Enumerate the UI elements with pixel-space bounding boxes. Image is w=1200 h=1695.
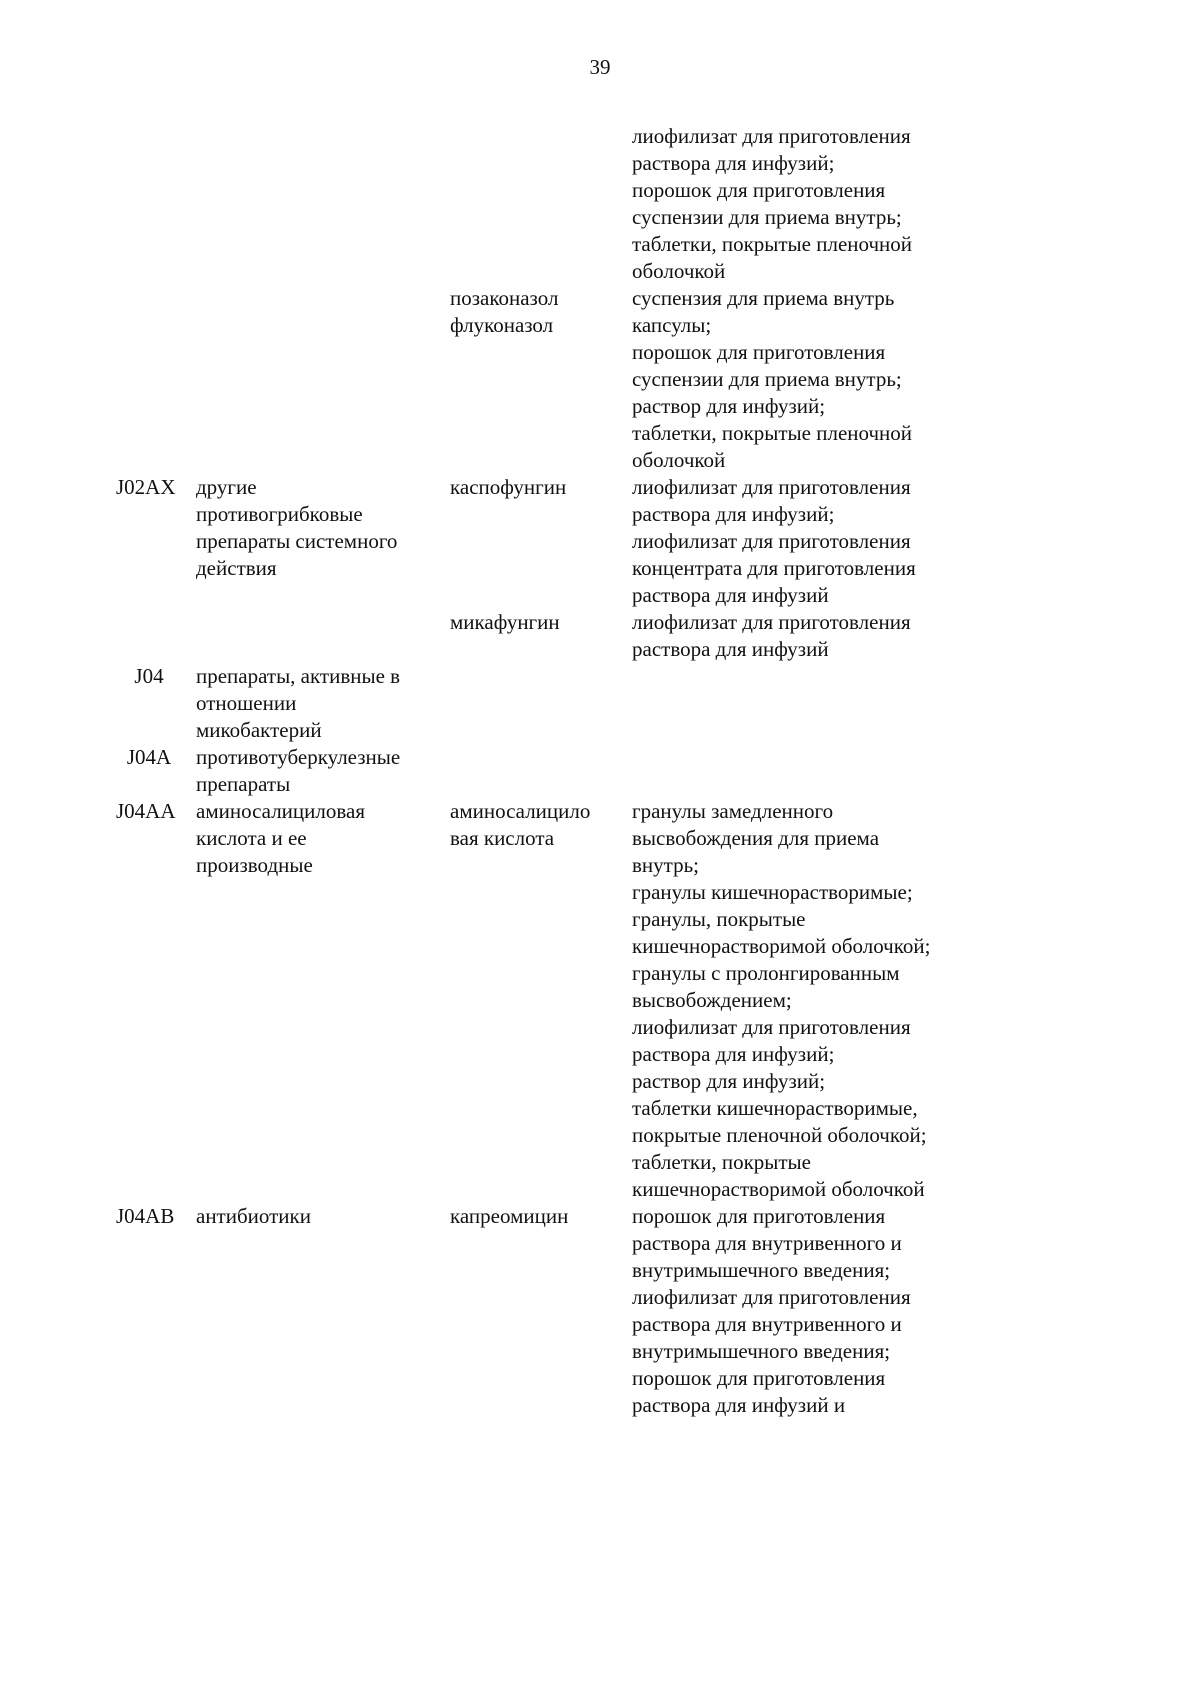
drug-name-line: микафунгин bbox=[450, 610, 560, 634]
dosage-form-line: порошок для приготовления bbox=[632, 340, 886, 364]
dosage-form-line: гранулы кишечнорастворимые; bbox=[632, 880, 913, 904]
atc-code-cell bbox=[110, 663, 196, 744]
dosage-form-line: раствора для инфузий и bbox=[632, 1393, 846, 1417]
atc-code-cell bbox=[110, 312, 196, 474]
dosage-form-cell bbox=[632, 798, 992, 1203]
atc-group-cell bbox=[196, 312, 450, 474]
dosage-form-line: гранулы, покрытые bbox=[632, 907, 806, 931]
dosage-form-cell bbox=[632, 474, 992, 609]
atc-group-line: действия bbox=[196, 556, 277, 580]
dosage-form-line: внутримышечного введения; bbox=[632, 1258, 891, 1282]
atc-group-line: производные bbox=[196, 853, 313, 877]
drug-name-line: каспофунгин bbox=[450, 475, 567, 499]
dosage-form-line: раствор для инфузий; bbox=[632, 394, 826, 418]
dosage-form-line: капсулы; bbox=[632, 313, 712, 337]
drug-name-cell bbox=[450, 663, 632, 744]
dosage-form-line: кишечнорастворимой оболочкой bbox=[632, 1177, 925, 1201]
dosage-form-cell bbox=[632, 312, 992, 474]
table-body bbox=[110, 123, 992, 1419]
atc-group-line: аминосалициловая bbox=[196, 799, 365, 823]
drug-name-cell bbox=[450, 123, 632, 285]
atc-code-line: J04AB bbox=[116, 1204, 175, 1228]
drug-name-line: флуконазол bbox=[450, 313, 554, 337]
atc-group-cell bbox=[196, 744, 450, 798]
dosage-form-line: оболочкой bbox=[632, 448, 726, 472]
table-row bbox=[110, 744, 992, 798]
dosage-form-line: суспензии для приема внутрь; bbox=[632, 205, 902, 229]
dosage-form-line: раствора для внутривенного и bbox=[632, 1312, 902, 1336]
atc-group-line: отношении bbox=[196, 691, 297, 715]
dosage-form-line: раствора для инфузий; bbox=[632, 151, 835, 175]
atc-code-line: J02AX bbox=[116, 475, 176, 499]
drug-name-line: капреомицин bbox=[450, 1204, 569, 1228]
drug-name-cell bbox=[450, 1203, 632, 1419]
atc-group-line: препараты bbox=[196, 772, 291, 796]
dosage-form-line: таблетки кишечнорастворимые, bbox=[632, 1096, 918, 1120]
dosage-form-line: гранулы с пролонгированным bbox=[632, 961, 900, 985]
table-row bbox=[110, 663, 992, 744]
dosage-form-cell bbox=[632, 663, 992, 744]
drug-name-line: позаконазол bbox=[450, 286, 559, 310]
dosage-form-line: высвобождением; bbox=[632, 988, 792, 1012]
dosage-form-line: внутрь; bbox=[632, 853, 699, 877]
drug-table bbox=[110, 123, 992, 1419]
atc-group-cell bbox=[196, 123, 450, 285]
dosage-form-line: таблетки, покрытые bbox=[632, 1150, 811, 1174]
table-row bbox=[110, 312, 992, 474]
atc-group-line: антибиотики bbox=[196, 1204, 311, 1228]
atc-code-cell bbox=[110, 1203, 196, 1419]
drug-name-cell bbox=[450, 798, 632, 1203]
dosage-form-line: порошок для приготовления bbox=[632, 178, 886, 202]
dosage-form-line: суспензия для приема внутрь bbox=[632, 286, 895, 310]
table-row bbox=[110, 123, 992, 285]
drug-name-cell bbox=[450, 744, 632, 798]
atc-group-cell bbox=[196, 663, 450, 744]
atc-group-line: микобактерий bbox=[196, 718, 322, 742]
atc-group-cell bbox=[196, 798, 450, 1203]
table-row bbox=[110, 609, 992, 663]
atc-code-line: J04AA bbox=[116, 799, 176, 823]
dosage-form-cell bbox=[632, 285, 992, 312]
dosage-form-line: концентрата для приготовления bbox=[632, 556, 916, 580]
dosage-form-cell bbox=[632, 1203, 992, 1419]
dosage-form-line: лиофилизат для приготовления bbox=[632, 529, 911, 553]
dosage-form-line: раствора для инфузий; bbox=[632, 1042, 835, 1066]
dosage-form-line: раствор для инфузий; bbox=[632, 1069, 826, 1093]
dosage-form-line: гранулы замедленного bbox=[632, 799, 834, 823]
atc-group-line: препараты, активные в bbox=[196, 664, 401, 688]
atc-group-cell bbox=[196, 1203, 450, 1419]
drug-name-cell bbox=[450, 312, 632, 474]
drug-name-line: вая кислота bbox=[450, 826, 555, 850]
drug-name-line: аминосалицило bbox=[450, 799, 591, 823]
dosage-form-line: раствора для инфузий bbox=[632, 583, 829, 607]
atc-code-cell bbox=[110, 609, 196, 663]
table-row bbox=[110, 285, 992, 312]
atc-group-cell bbox=[196, 285, 450, 312]
dosage-form-line: лиофилизат для приготовления bbox=[632, 1015, 911, 1039]
table-row bbox=[110, 798, 992, 1203]
dosage-form-line: внутримышечного введения; bbox=[632, 1339, 891, 1363]
dosage-form-line: лиофилизат для приготовления bbox=[632, 610, 911, 634]
dosage-form-cell bbox=[632, 123, 992, 285]
dosage-form-line: раствора для внутривенного и bbox=[632, 1231, 902, 1255]
dosage-form-line: лиофилизат для приготовления bbox=[632, 124, 911, 148]
dosage-form-line: лиофилизат для приготовления bbox=[632, 475, 911, 499]
dosage-form-line: покрытые пленочной оболочкой; bbox=[632, 1123, 927, 1147]
dosage-form-line: раствора для инфузий bbox=[632, 637, 829, 661]
dosage-form-line: таблетки, покрытые пленочной bbox=[632, 232, 913, 256]
atc-code-cell bbox=[110, 123, 196, 285]
dosage-form-line: оболочкой bbox=[632, 259, 726, 283]
atc-group-line: кислота и ее bbox=[196, 826, 307, 850]
dosage-form-cell bbox=[632, 744, 992, 798]
dosage-form-cell bbox=[632, 609, 992, 663]
atc-code-cell bbox=[110, 798, 196, 1203]
page-number: 39 bbox=[589, 55, 611, 79]
dosage-form-line: порошок для приготовления bbox=[632, 1204, 886, 1228]
dosage-form-line: таблетки, покрытые пленочной bbox=[632, 421, 913, 445]
dosage-form-line: кишечнорастворимой оболочкой; bbox=[632, 934, 931, 958]
dosage-form-line: раствора для инфузий; bbox=[632, 502, 835, 526]
table-row bbox=[110, 474, 992, 609]
atc-code-cell bbox=[110, 474, 196, 609]
atc-group-line: противогрибковые bbox=[196, 502, 363, 526]
atc-code-line: J04 bbox=[134, 664, 164, 688]
atc-group-line: препараты системного bbox=[196, 529, 398, 553]
dosage-form-line: высвобождения для приема bbox=[632, 826, 880, 850]
atc-group-cell bbox=[196, 474, 450, 609]
dosage-form-line: суспензии для приема внутрь; bbox=[632, 367, 902, 391]
table-row bbox=[110, 1203, 992, 1419]
drug-name-cell bbox=[450, 609, 632, 663]
drug-name-cell bbox=[450, 285, 632, 312]
atc-group-cell bbox=[196, 609, 450, 663]
atc-code-cell bbox=[110, 744, 196, 798]
atc-code-cell bbox=[110, 285, 196, 312]
atc-code-line: J04A bbox=[126, 745, 172, 769]
dosage-form-line: лиофилизат для приготовления bbox=[632, 1285, 911, 1309]
drug-name-cell bbox=[450, 474, 632, 609]
atc-group-line: противотуберкулезные bbox=[196, 745, 401, 769]
atc-group-line: другие bbox=[196, 475, 257, 499]
dosage-form-line: порошок для приготовления bbox=[632, 1366, 886, 1390]
